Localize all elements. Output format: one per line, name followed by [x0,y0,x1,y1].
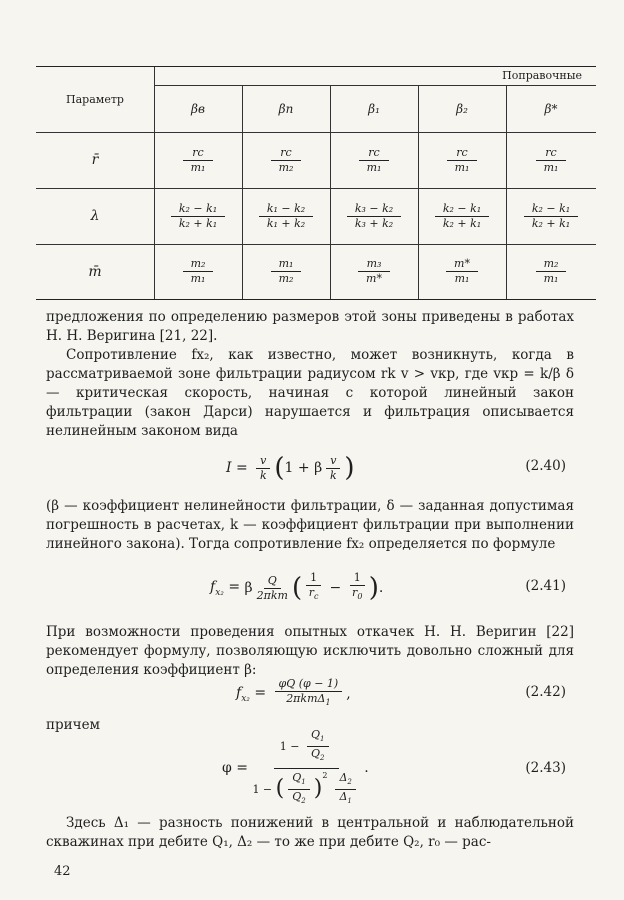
table-cell: $\frac{rc}{\text{m₁}}$ [506,132,596,188]
equation-number-2-42: (2.42) [525,684,566,700]
correction-header: Поправочные [502,69,582,82]
table-cell: $\frac{\text{k₁ − k₂}}{\text{k₁ + k₂}}$ [242,188,330,244]
table-cell: $\frac{\text{k₂ − k₁}}{\text{k₂ + k₁}}$ [418,188,506,244]
paragraph-5: причем [46,717,101,733]
table-cell: $\frac{rc}{\text{m₂}}$ [242,132,330,188]
equation-2-40: I = $\frac{v}{k}$ ( 1 + β $\frac{v}{k}$ ) [226,453,355,483]
col-header-4: β* [544,101,558,116]
equation-number-2-43: (2.43) [525,760,566,776]
equation-2-42: $f_{x_2}$ = $\frac{\varphi Q (\varphi - 1)}{2\pi km\Delta_1}$ , [236,677,351,708]
table-cell: $\frac{m*}{\text{m₁}}$ [418,244,506,299]
row-label-r: r̄ [91,152,99,168]
col-header-2: β₁ [368,101,380,116]
col-header-3: β₂ [456,101,468,116]
equation-2-43: φ = 1 − $\frac{Q_1}{Q_2}$ 1 − ( $\frac{Q_1}{Q_2}$ ) $^2$ $\frac{\Delta_2}{\Delta_1}$ . [222,728,369,805]
table-cell: $\frac{rc}{\text{m₁}}$ [330,132,418,188]
paragraph-3: (β — коэффициент нелинейности фильтрации, δ — заданная допустимая погрешность в расчетах, k — коэффициент фильтрации при выполнении линейного закона). Тогда сопротивление fx₂ определяется по формуле [46,498,574,552]
row-label-lambda: λ [90,208,100,224]
table-cell: $\frac{\text{m₂}}{\text{m₁}}$ [506,244,596,299]
table-cell: $\frac{\text{m₂}}{\text{m₁}}$ [154,244,242,299]
corrections-table [36,66,596,300]
equation-number-2-40: (2.40) [525,458,566,474]
page-number: 42 [54,864,71,879]
table-cell: $\frac{\text{k₂ − k₁}}{\text{k₂ + k₁}}$ [506,188,596,244]
table-cell: $\frac{\text{k₃ − k₂}}{\text{k₃ + k₂}}$ [330,188,418,244]
paragraph-4: При возможности проведения опытных откачек Н. Н. Веригин [22] рекомендует формулу, позволяющую исключить довольно сложный для определения коэффициент β: [46,624,574,678]
table-cell: $\frac{rc}{\text{m₁}}$ [418,132,506,188]
equation-2-41: $f_{x_2}$ = β $\frac{Q}{\text{2πkm}}$ ( $\frac{1}{r_c}$ − $\frac{1}{r_0}$ ) . [210,571,384,603]
col-header-0: βв [191,101,205,116]
table-cell: $\frac{\text{k₂ − k₁}}{\text{k₂ + k₁}}$ [154,188,242,244]
param-header: Параметр [66,93,124,106]
paragraph-2: Сопротивление fx₂, как известно, может возникнуть, когда в рассматриваемой зоне фильтрации радиусом rk v > vкр, где vкр = k/β δ — критическая скорость, начиная с которой линейный закон фильтрации (закон Дарси) нарушается и фильтрация описывается нелинейным законом вида [46,347,574,439]
table-cell: $\frac{\text{m₃}}{m*}$ [330,244,418,299]
paragraph-1: предложения по определению размеров этой зоны приведены в работах Н. Н. Веригина [21, 22]. [46,309,574,344]
paragraph-6: Здесь Δ₁ — разность понижений в центральной и наблюдательной скважинах при дебите Q₁, Δ₂ — то же при дебите Q₂, r₀ — рас- [46,815,574,850]
equation-number-2-41: (2.41) [525,578,566,594]
table-cell: $\frac{rc}{\text{m₁}}$ [154,132,242,188]
row-label-m: m̄ [88,263,102,280]
table-cell: $\frac{\text{m₁}}{\text{m₂}}$ [242,244,330,299]
col-header-1: βп [278,101,294,116]
